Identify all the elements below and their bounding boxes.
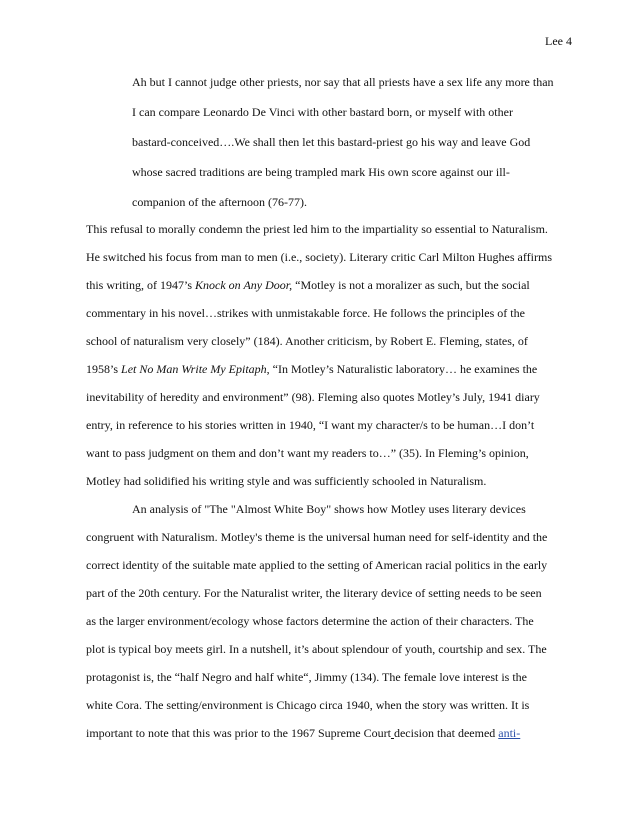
text-line: inevitability of heredity and environment” (98). Fleming also quotes Motley’s July, 1941 diary [86,390,540,404]
text-line: protagonist is, the “half Negro and half white“, Jimmy (134). The female love interest is the [86,670,527,684]
text-line [86,362,537,376]
text-line: He switched his focus from man to men (i.e., society). Literary critic Carl Milton Hughes affirms [86,250,552,264]
text-line: An analysis of "The "Almost White Boy" shows how Motley uses literary devices [132,502,526,516]
text-run: 1958’s [86,362,122,376]
text-line: This refusal to morally condemn the priest led him to the impartiality so essential to Naturalism. [86,222,548,236]
text-line: entry, in reference to his stories written in 1940, “I want my character/s to be human…I don’t [86,418,535,432]
text-line: white Cora. The setting/environment is Chicago circa 1940, when the story was written. It is [86,698,530,712]
quote-line: Ah but I cannot judge other priests, nor say that all priests have a sex life any more than [132,75,554,89]
text-line: plot is typical boy meets girl. In a nutshell, it’s about splendour of youth, courtship and sex. The [86,642,547,656]
quote-line: companion of the afternoon (76-77). [132,195,307,209]
text-line: school of naturalism very closely” (184). Another criticism, by Robert E. Fleming, states, of [86,334,528,348]
text-line: part of the 20th century. For the Naturalist writer, the literary device of setting needs to be seen [86,586,542,600]
quote-line: I can compare Leonardo De Vinci with other bastard born, or myself with other [132,105,513,119]
text-line: correct identity of the suitable mate applied to the setting of American racial politics in the early [86,558,548,572]
text-line [86,278,530,292]
text-line: as the larger environment/ecology whose factors determine the action of their characters. The [86,614,534,628]
text-line: Motley had solidified his writing style and was sufficiently schooled in Naturalism. [86,474,487,488]
book-title: Knock on Any Door, [195,278,293,292]
text-line: congruent with Naturalism. Motley's theme is the universal human need for self-identity and the [86,530,548,544]
page-header: Lee 4 [545,34,572,48]
text-line: want to pass judgment on them and don’t want my readers to…” (35). In Fleming’s opinion, [86,446,529,460]
hyperlink-anti[interactable]: anti- [498,726,521,740]
text-run: decision that deemed [393,726,499,740]
quote-line: whose sacred traditions are being trampled mark His own score against our ill- [132,165,510,179]
text-line [86,726,520,740]
book-title: Let No Man Write My Epitaph [121,362,267,376]
text-run: this writing, of 1947’s [86,278,196,292]
text-run: important to note that this was prior to the 1967 Supreme Court [86,726,391,740]
text-run: , “In Motley’s Naturalistic laboratory… he examines the [266,362,538,376]
quote-line: bastard-conceived….We shall then let this bastard-priest go his way and leave God [132,135,531,149]
text-line: commentary in his novel…strikes with unmistakable force. He follows the principles of the [86,306,525,320]
text-run: “Motley is not a moralizer as such, but the social [292,278,530,292]
